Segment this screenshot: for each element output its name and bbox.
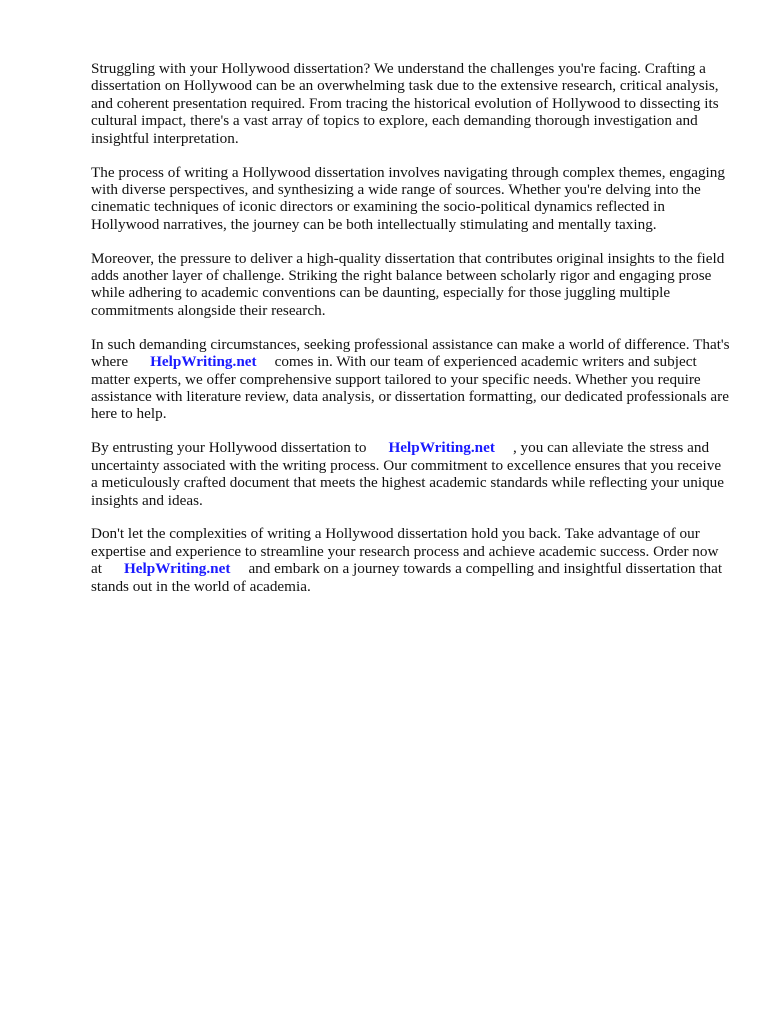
paragraph-call-to-action xyxy=(91,525,731,595)
paragraph-entrusting-text-before: By entrusting your Hollywood dissertation to xyxy=(91,439,367,457)
helpwriting-link[interactable]: HelpWriting.net xyxy=(123,560,231,578)
paragraph-cta-text-after: and embark on a journey towards a compelling and insightful dissertation that stands out in the world of academia. xyxy=(91,560,723,595)
paragraph-assistance xyxy=(91,336,731,423)
paragraph-entrusting xyxy=(91,439,731,509)
paragraph-assistance-text-before: In such demanding circumstances, seeking professional assistance can make a world of difference. That's where xyxy=(91,335,730,371)
paragraph-cta-text-before: Don't let the complexities of writing a Hollywood dissertation hold you back. Take advantage of our expertise and experience to streamline your research process and achieve academic success. Order now at xyxy=(91,525,719,578)
paragraph-assistance-text-after: comes in. With our team of experienced academic writers and subject matter experts, we offer comprehensive support tailored to your specific needs. Whether you require assistance with literature review, data analysis, or dissertation formatting, our dedicated professionals are here to help. xyxy=(91,353,729,423)
paragraph-process: The process of writing a Hollywood dissertation involves navigating through complex themes, engaging with diverse perspectives, and synthesizing a wide range of sources. Whether you're delving into the cinematic techniques of iconic directors or examining the socio-political dynamics reflected in Hollywood narratives, the journey can be both intellectually stimulating and mentally taxing. xyxy=(91,163,725,233)
helpwriting-link[interactable]: HelpWriting.net xyxy=(150,353,257,371)
document-page xyxy=(91,60,731,612)
paragraph-intro: Struggling with your Hollywood dissertation? We understand the challenges you're facing. Crafting a dissertation on Hollywood can be an overwhelming task due to the extensive research, critical analysis, and coherent presentation required. From tracing the historical evolution of Hollywood to dissecting its cultural impact, there's a vast array of topics to explore, each demanding thorough investigation and insightful interpretation. xyxy=(91,60,719,147)
paragraph-entrusting-text-after: , you can alleviate the stress and uncertainty associated with the writing process. Our commitment to excellence ensures that you receive a meticulously crafted document that meets the highest academic standards while reflecting your unique insights and ideas. xyxy=(91,439,725,509)
helpwriting-link[interactable]: HelpWriting.net xyxy=(388,439,495,457)
paragraph-pressure: Moreover, the pressure to deliver a high-quality dissertation that contributes original insights to the field adds another layer of challenge. Striking the right balance between scholarly rigor and engaging prose while adhering to academic conventions can be daunting, especially for those juggling multiple commitments alongside their research. xyxy=(91,249,725,319)
